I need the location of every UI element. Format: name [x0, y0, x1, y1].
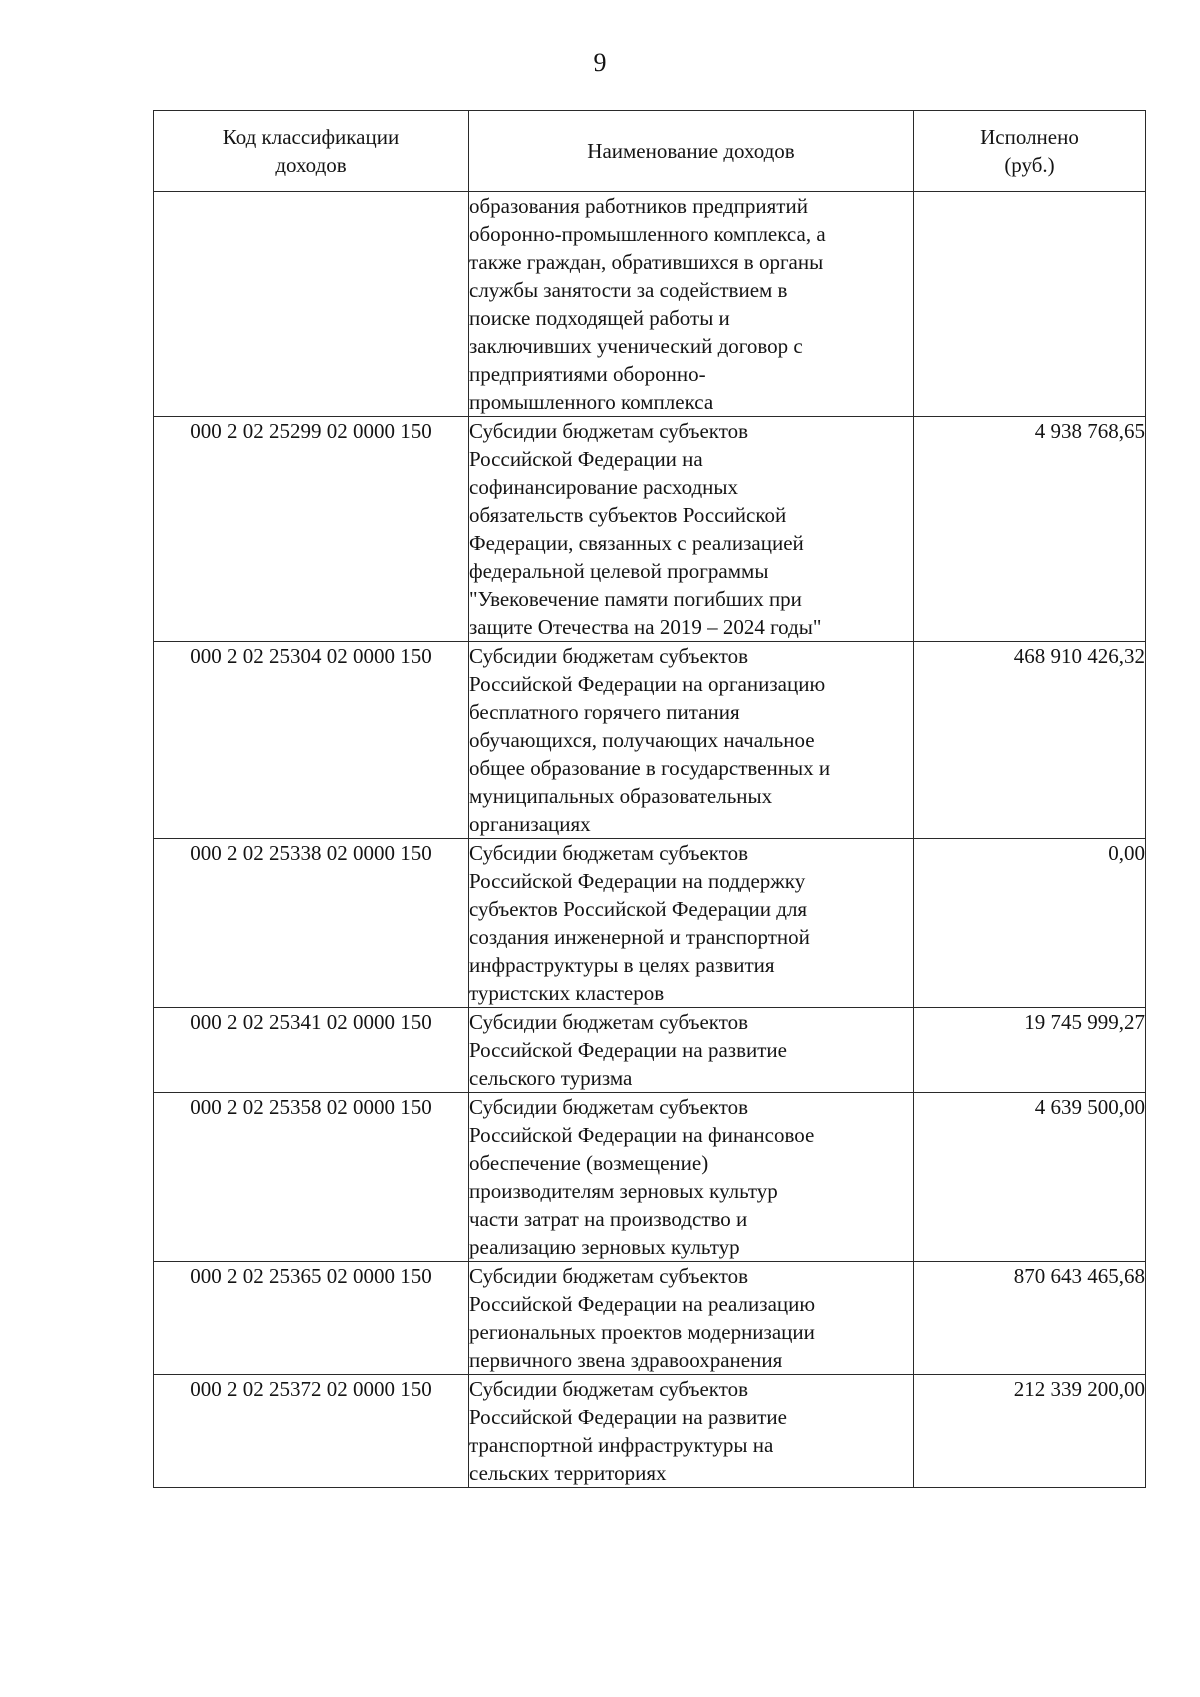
- row-name-line: сельских территориях: [469, 1461, 667, 1485]
- table-row: [154, 642, 1146, 839]
- row-name-line: бесплатного горячего питания: [469, 700, 740, 724]
- row-name-line: Российской Федерации на финансовое: [469, 1123, 815, 1147]
- row-code: 000 2 02 25341 02 0000 150: [154, 1008, 469, 1093]
- row-amount: 0,00: [914, 839, 1146, 1008]
- row-name: [469, 1262, 914, 1375]
- row-name: [469, 642, 914, 839]
- row-name-line: реализацию зерновых культур: [469, 1235, 740, 1259]
- table-row: [154, 839, 1146, 1008]
- row-name-line: производителям зерновых культур: [469, 1179, 778, 1203]
- row-name-line: предприятиями оборонно-: [469, 362, 706, 386]
- row-amount: 468 910 426,32: [914, 642, 1146, 839]
- row-amount: [914, 192, 1146, 417]
- header-code-line: Код классификации: [222, 125, 400, 149]
- row-name-line: создания инженерной и транспортной: [469, 925, 810, 949]
- row-code: 000 2 02 25304 02 0000 150: [154, 642, 469, 839]
- row-name-line: службы занятости за содействием в: [469, 278, 788, 302]
- row-name-line: первичного звена здравоохранения: [469, 1348, 783, 1372]
- row-name-line: промышленного комплекса: [469, 390, 714, 414]
- row-name-line: федеральной целевой программы: [469, 559, 769, 583]
- row-code: 000 2 02 25299 02 0000 150: [154, 417, 469, 642]
- row-name-line: Российской Федерации на поддержку: [469, 869, 806, 893]
- row-name-line: части затрат на производство и: [469, 1207, 748, 1231]
- header-name-line: Наименование доходов: [587, 139, 795, 163]
- row-name-line: Субсидии бюджетам субъектов: [469, 1095, 749, 1119]
- header-name: [469, 111, 914, 192]
- row-name-line: обучающихся, получающих начальное: [469, 728, 815, 752]
- row-name-line: софинансирование расходных: [469, 475, 739, 499]
- row-name-line: Субсидии бюджетам субъектов: [469, 1377, 749, 1401]
- header-amount-line: Исполнено: [980, 125, 1079, 149]
- row-name-line: поиске подходящей работы и: [469, 306, 730, 330]
- row-amount: 870 643 465,68: [914, 1262, 1146, 1375]
- table-row: [154, 1375, 1146, 1488]
- row-name-line: Российской Федерации на развитие: [469, 1405, 787, 1429]
- row-code: 000 2 02 25365 02 0000 150: [154, 1262, 469, 1375]
- row-name: [469, 1375, 914, 1488]
- row-name-line: обязательств субъектов Российской: [469, 503, 787, 527]
- row-name-line: Субсидии бюджетам субъектов: [469, 841, 749, 865]
- row-name: [469, 1008, 914, 1093]
- page-number: 9: [593, 48, 607, 77]
- row-name-line: муниципальных образовательных: [469, 784, 773, 808]
- row-name-line: оборонно-промышленного комплекса, а: [469, 222, 826, 246]
- row-name-line: Субсидии бюджетам субъектов: [469, 1010, 749, 1034]
- row-name: [469, 1093, 914, 1262]
- row-name-line: транспортной инфраструктуры на: [469, 1433, 774, 1457]
- header-amount: [914, 111, 1146, 192]
- row-name-line: образования работников предприятий: [469, 194, 808, 218]
- row-amount: 4 639 500,00: [914, 1093, 1146, 1262]
- row-name-line: Субсидии бюджетам субъектов: [469, 419, 749, 443]
- table-row: [154, 417, 1146, 642]
- row-name-line: защите Отечества на 2019 – 2024 годы": [469, 615, 822, 639]
- row-code: 000 2 02 25372 02 0000 150: [154, 1375, 469, 1488]
- table-row: [154, 1262, 1146, 1375]
- row-name-line: также граждан, обратившихся в органы: [469, 250, 824, 274]
- row-name-line: "Увековечение памяти погибших при: [469, 587, 802, 611]
- table-header-row: [154, 111, 1146, 192]
- row-name: [469, 839, 914, 1008]
- row-amount: 212 339 200,00: [914, 1375, 1146, 1488]
- row-name-line: региональных проектов модернизации: [469, 1320, 815, 1344]
- table-row: [154, 1093, 1146, 1262]
- row-code: 000 2 02 25358 02 0000 150: [154, 1093, 469, 1262]
- row-name-line: заключивших ученический договор с: [469, 334, 803, 358]
- row-name-line: туристских кластеров: [469, 981, 665, 1005]
- revenue-table: [153, 110, 1146, 1488]
- header-code-line: доходов: [275, 153, 347, 177]
- row-amount: 4 938 768,65: [914, 417, 1146, 642]
- table-row: [154, 192, 1146, 417]
- header-amount-line: (руб.): [1004, 153, 1055, 177]
- table-row: [154, 1008, 1146, 1093]
- row-name-line: Российской Федерации на развитие: [469, 1038, 787, 1062]
- row-name-line: общее образование в государственных и: [469, 756, 831, 780]
- row-name: [469, 417, 914, 642]
- row-name: [469, 192, 914, 417]
- row-name-line: инфраструктуры в целях развития: [469, 953, 775, 977]
- row-name-line: Федерации, связанных с реализацией: [469, 531, 804, 555]
- row-name-line: Российской Федерации на реализацию: [469, 1292, 816, 1316]
- row-name-line: организациях: [469, 812, 591, 836]
- row-code: [154, 192, 469, 417]
- row-name-line: обеспечение (возмещение): [469, 1151, 709, 1175]
- header-code: [154, 111, 469, 192]
- row-name-line: субъектов Российской Федерации для: [469, 897, 808, 921]
- row-code: 000 2 02 25338 02 0000 150: [154, 839, 469, 1008]
- row-amount: 19 745 999,27: [914, 1008, 1146, 1093]
- row-name-line: сельского туризма: [469, 1066, 633, 1090]
- row-name-line: Российской Федерации на организацию: [469, 672, 826, 696]
- row-name-line: Субсидии бюджетам субъектов: [469, 644, 749, 668]
- row-name-line: Субсидии бюджетам субъектов: [469, 1264, 749, 1288]
- row-name-line: Российской Федерации на: [469, 447, 703, 471]
